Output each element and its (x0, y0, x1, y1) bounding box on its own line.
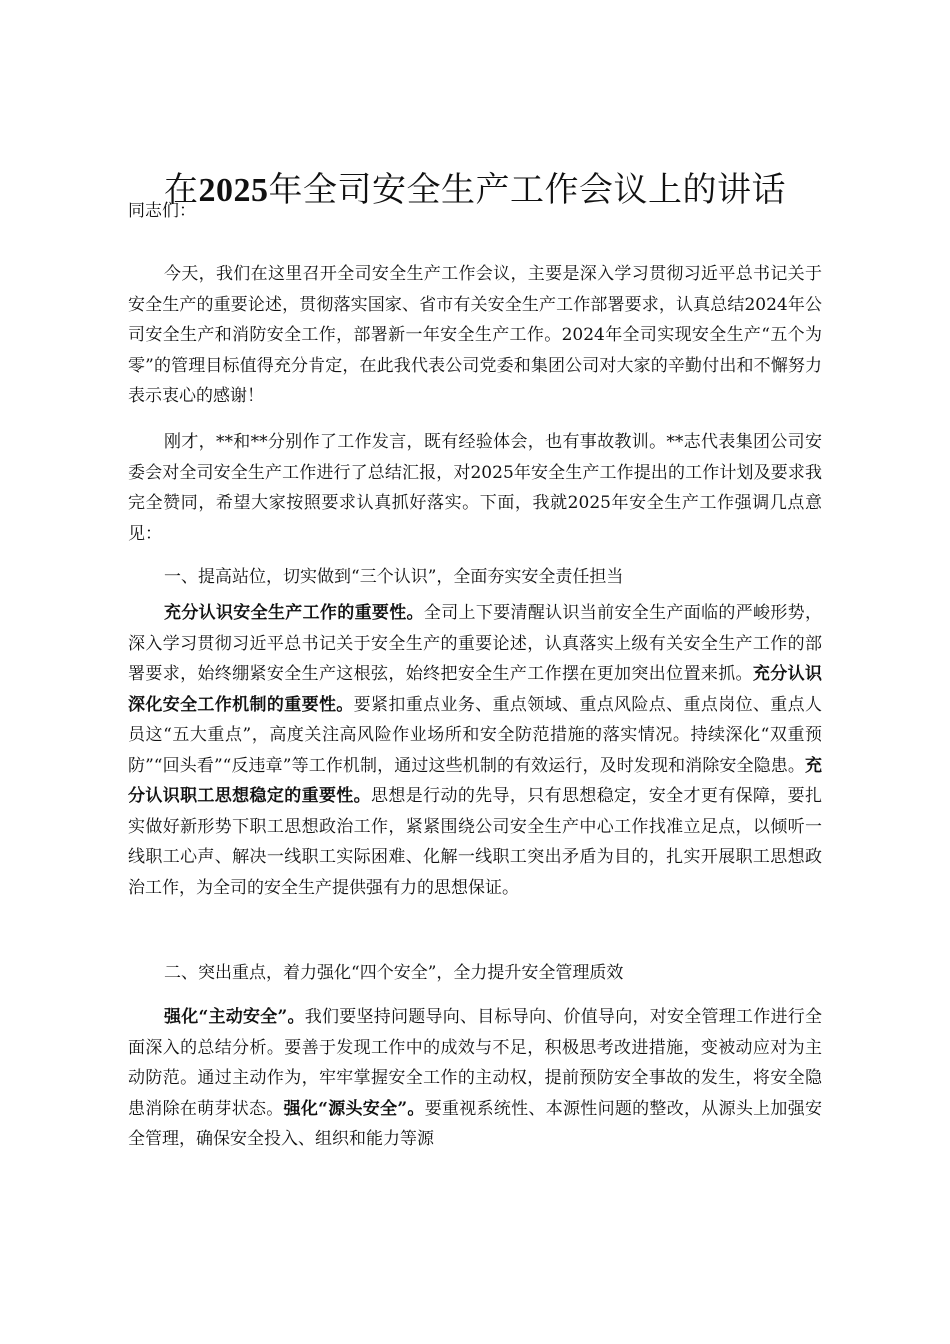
bold-lead-1: 强化“主动安全”。 (164, 1007, 305, 1027)
paragraph-section-1 (128, 598, 822, 903)
title-year: 2025 (198, 172, 269, 209)
paragraph-section-2 (128, 1002, 822, 1155)
bold-lead-2: 强化“源头安全”。 (283, 1098, 425, 1119)
paragraph-opening: 今天，我们在这里召开全司安全生产工作会议，主要是深入学习贯彻习近平总书记关于安全生产的重要论述，贯彻落实国家、省市有关安全生产工作部署要求，认真总结2024年公司安全生产和消防安全工作，部署新一年安全生产工作。2024年全司实现安全生产“五个为零”的管理目标值得充分肯定，在此我代表公司党委和集团公司对大家的辛勤付出和不懈努力表示衷心的感谢！ (128, 264, 822, 406)
title-prefix: 在 (164, 170, 199, 210)
bold-lead-1: 充分认识安全生产工作的重要性。 (164, 603, 424, 623)
title-suffix: 年全司安全生产工作会议上的讲话 (268, 170, 786, 210)
paragraph-text: 要紧扣重点业务、重点领域、重点风险点、重点岗位、重点人员这“五大重点”，高度关注高风险作业场所和安全防范措施的落实情况。持续深化“双重预防”“回头看”“反违章”等工作机制，通过这些机制的有效运行，及时发现和消除安全隐患。 (128, 694, 823, 776)
paragraph-introduction: 刚才，**和**分别作了工作发言，既有经验体会，也有事故教训。**志代表集团公司安委会对全司安全生产工作进行了总结汇报，对2025年安全生产工作提出的工作计划及要求我完全赞同，希望大家按照要求认真抓好落实。下面，我就2025年安全生产工作强调几点意见： (128, 432, 822, 544)
paragraph-text: 要重视系统性、本源性问题的整改，从源头上加强安全管理，确保安全投入、组织和能力等源 (128, 1098, 823, 1149)
bold-lead-3: 充分认识职工思想稳定的重要性。 (128, 755, 822, 806)
salutation: 同志们： (128, 201, 196, 221)
bold-lead-2: 充分认识深化安全工作机制的重要性。 (128, 664, 822, 715)
paragraph-text: 思想是行动的先导，只有思想稳定，安全才更有保障，要扎实做好新形势下职工思想政治工作，紧紧围绕公司安全生产中心工作找准立足点，以倾听一线职工心声、解决一线职工实际困难、化解一线职工突出矛盾为目的，扎实开展职工思想政治工作，为全司的安全生产提供强有力的思想保证。 (128, 786, 823, 898)
paragraph-text: 全司上下要清醒认识当前安全生产面临的严峻形势，深入学习贯彻习近平总书记关于安全生产的重要论述，认真落实上级有关安全生产工作的部署要求，始终绷紧安全生产这根弦，始终把安全生产工作摆在更加突出位置来抓。 (128, 603, 823, 684)
paragraph-text: 我们要坚持问题导向、目标导向、价值导向，对安全管理工作进行全面深入的总结分析。要善于发现工作中的成效与不足，积极思考改进措施，变被动应对为主动防范。通过主动作为，牢牢掌握安全工作的主动权，提前预防安全事故的发生，将安全隐患消除在萌芽状态。 (128, 1007, 822, 1119)
section-heading-2: 二、突出重点，着力强化“四个安全”，全力提升安全管理质效 (164, 963, 624, 983)
section-heading-1: 一、提高站位，切实做到“三个认识”，全面夯实安全责任担当 (164, 567, 624, 587)
